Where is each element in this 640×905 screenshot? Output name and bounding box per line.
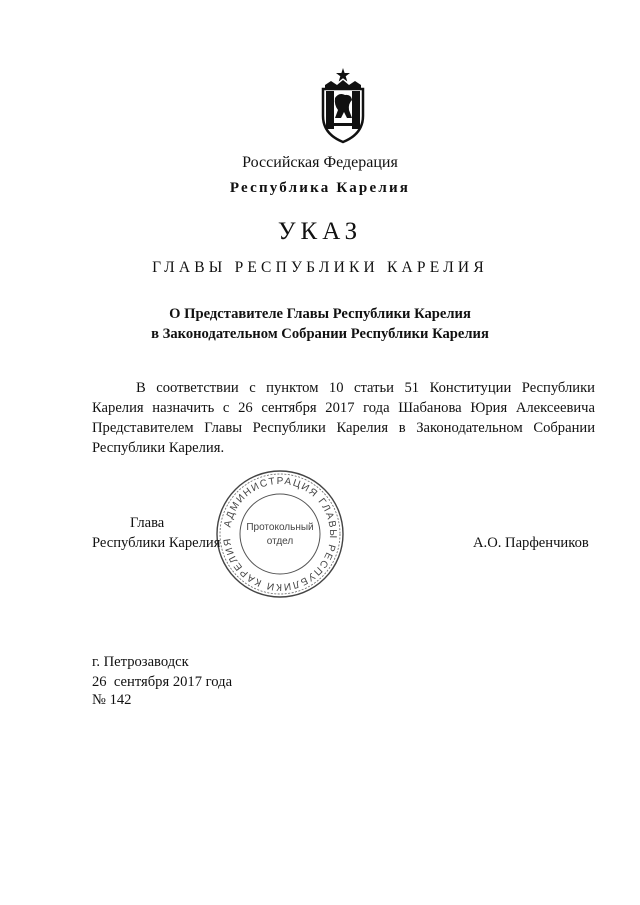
signatory-title: Глава (130, 515, 165, 531)
signatory-organization: Республики Карелия (92, 535, 221, 551)
country-name: Российская Федерация (242, 154, 398, 171)
place-of-issue: г. Петрозаводск (92, 654, 189, 670)
subject-line-2: в Законодательном Собрании Республики Карелия (151, 326, 489, 342)
official-stamp (214, 468, 346, 600)
decree-number: № 142 (92, 692, 132, 708)
subject-line-1: О Представителе Главы Республики Карелия (169, 306, 471, 322)
decree-body: В соответствии с пунктом 10 статьи 51 Конституции Республики Карелия назначить с 26 сентября 2017 года Шабанова Юрия Алексеевича Представителем Главы Республики Карелия в Законодательном Собрании Республики Карелия. (92, 380, 595, 456)
document-type: УКАЗ (277, 218, 363, 245)
svg-text:АДМИНИСТРАЦИЯ ГЛАВЫ РЕСПУБЛИКИ: АДМИНИСТРАЦИЯ ГЛАВЫ РЕСПУБЛИКИ КАРЕЛИЯ (221, 475, 339, 593)
stamp-text-2: отдел (266, 536, 294, 547)
signatory-name: А.О. Парфенчиков (473, 535, 589, 551)
stamp-text-1: Протокольный (246, 522, 314, 533)
republic-name: Республика Карелия (229, 180, 411, 196)
karelia-coat-of-arms-icon (311, 68, 375, 144)
document-issuer: ГЛАВЫ РЕСПУБЛИКИ КАРЕЛИЯ (152, 259, 488, 276)
date-of-issue: 26 сентября 2017 года (92, 674, 233, 690)
